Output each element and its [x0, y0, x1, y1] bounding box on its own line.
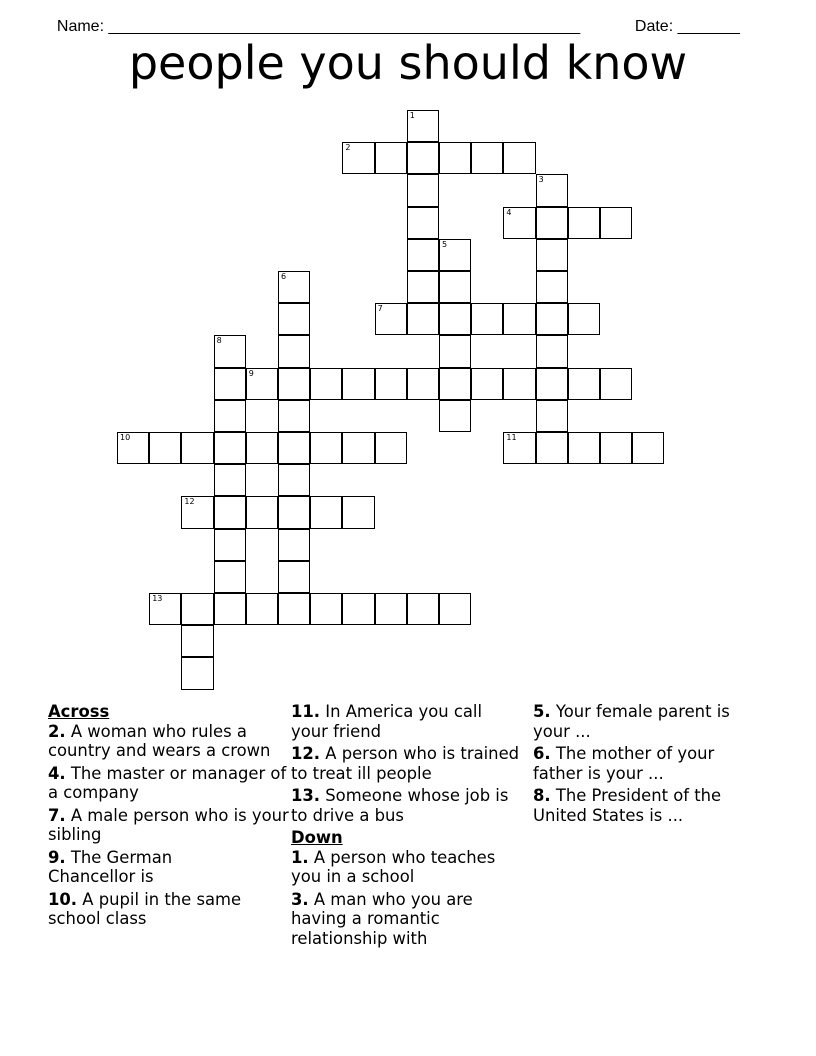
crossword-cell[interactable] — [214, 496, 246, 528]
crossword-cell[interactable] — [310, 593, 342, 625]
clue-across-12: 12. A person who is trained to treat ill people — [291, 744, 520, 783]
crossword-cell[interactable] — [471, 303, 503, 335]
crossword-cell[interactable] — [181, 593, 213, 625]
crossword-cell[interactable] — [503, 368, 535, 400]
crossword-cell[interactable] — [310, 496, 342, 528]
crossword-cell[interactable] — [278, 400, 310, 432]
name-field[interactable] — [48, 0, 580, 36]
crossword-cell[interactable] — [310, 368, 342, 400]
crossword-cell[interactable] — [536, 335, 568, 367]
crossword-cell[interactable] — [278, 303, 310, 335]
crossword-cell[interactable] — [246, 368, 278, 400]
crossword-cell[interactable] — [407, 110, 439, 142]
crossword-cell[interactable] — [536, 368, 568, 400]
clue-down-5: 5. Your female parent is your ... — [533, 702, 730, 741]
crossword-cell[interactable] — [439, 400, 471, 432]
crossword-cell[interactable] — [375, 593, 407, 625]
crossword-cell[interactable] — [214, 593, 246, 625]
crossword-cell[interactable] — [568, 432, 600, 464]
crossword-cell[interactable] — [407, 303, 439, 335]
crossword-cell[interactable] — [278, 335, 310, 367]
crossword-cell[interactable] — [536, 239, 568, 271]
page-title: people you should know — [128, 36, 688, 90]
crossword-cell[interactable] — [471, 368, 503, 400]
clue-across-10: 10. A pupil in the same school class — [48, 889, 242, 928]
crossword-cell[interactable] — [407, 174, 439, 206]
name-line[interactable]: _____________________________________________________ — [108, 18, 581, 35]
crossword-cell[interactable] — [503, 303, 535, 335]
crossword-cell[interactable] — [342, 496, 374, 528]
crossword-cell[interactable] — [214, 432, 246, 464]
crossword-cell[interactable] — [439, 593, 471, 625]
crossword-cell[interactable] — [600, 368, 632, 400]
crossword-cell[interactable] — [568, 368, 600, 400]
crossword-cell[interactable] — [278, 271, 310, 303]
crossword-cell[interactable] — [632, 432, 664, 464]
crossword-cell[interactable] — [536, 271, 568, 303]
crossword-cell[interactable] — [310, 432, 342, 464]
clues-column-3 — [533, 702, 778, 828]
crossword-cell[interactable] — [181, 432, 213, 464]
clue-down-3: 3. A man who you are having a romantic relationship with — [291, 889, 473, 948]
crossword-cell[interactable] — [149, 432, 181, 464]
clue-number: 3 — [538, 175, 544, 185]
clues-column-1 — [48, 702, 293, 932]
crossword-cell[interactable] — [214, 400, 246, 432]
clue-number: 1 — [409, 111, 415, 120]
crossword-cell[interactable] — [568, 303, 600, 335]
crossword-cell[interactable] — [439, 271, 471, 303]
crossword-cell[interactable] — [471, 142, 503, 174]
clue-across-7: 7. A male person who is your sibling — [48, 805, 289, 844]
across-heading: Across — [48, 702, 110, 721]
crossword-cell[interactable] — [278, 368, 310, 400]
crossword-cell[interactable] — [407, 239, 439, 271]
crossword-cell[interactable] — [568, 207, 600, 239]
date-field[interactable] — [626, 0, 740, 36]
crossword-cell[interactable] — [214, 464, 246, 496]
crossword-cell[interactable] — [214, 561, 246, 593]
clue-down-8: 8. The President of the United States is ... — [533, 786, 722, 825]
crossword-cell[interactable] — [375, 142, 407, 174]
crossword-cell[interactable] — [181, 657, 213, 689]
crossword-cell[interactable] — [439, 335, 471, 367]
crossword-cell[interactable] — [536, 303, 568, 335]
crossword-cell[interactable] — [342, 368, 374, 400]
crossword-cell[interactable] — [439, 142, 471, 174]
clues-column-2 — [291, 702, 536, 951]
clue-down-6: 6. The mother of your father is your ... — [533, 744, 715, 783]
clue-number: 2 — [345, 143, 351, 153]
name-label: Name: — [56, 18, 109, 35]
crossword-cell[interactable] — [278, 432, 310, 464]
clue-down-1: 1. A person who teaches you in a school — [291, 847, 496, 886]
crossword-cell[interactable] — [536, 400, 568, 432]
crossword-cell[interactable] — [536, 432, 568, 464]
clue-number: 8 — [216, 336, 222, 346]
crossword-cell[interactable] — [342, 142, 374, 174]
crossword-cell[interactable] — [503, 432, 535, 464]
clue-across-2: 2. A woman who rules a country and wears a crown — [48, 721, 271, 760]
crossword-cell[interactable] — [181, 625, 213, 657]
crossword-cell[interactable] — [342, 432, 374, 464]
crossword-cell[interactable] — [439, 303, 471, 335]
crossword-cell[interactable] — [503, 142, 535, 174]
crossword-cell[interactable] — [278, 496, 310, 528]
clue-number: 9 — [248, 368, 254, 378]
clue-number: 6 — [281, 272, 287, 281]
crossword-cell[interactable] — [246, 496, 278, 528]
crossword-cell[interactable] — [439, 239, 471, 271]
crossword-cell[interactable] — [278, 529, 310, 561]
down-heading: Down — [291, 828, 343, 847]
clue-number: 13 — [152, 594, 163, 603]
clue-number: 4 — [506, 207, 512, 217]
clue-across-13: 13. Someone whose job is to drive a bus — [291, 786, 509, 825]
crossword-cell[interactable] — [503, 207, 535, 239]
crossword-cell[interactable] — [278, 593, 310, 625]
clue-number: 10 — [120, 433, 131, 442]
crossword-cell[interactable] — [149, 593, 181, 625]
clue-number: 7 — [377, 304, 383, 314]
crossword-cell[interactable] — [407, 368, 439, 400]
crossword-cell[interactable] — [375, 368, 407, 400]
crossword-cell[interactable] — [375, 432, 407, 464]
crossword-cell[interactable] — [117, 432, 149, 464]
crossword-cell[interactable] — [278, 464, 310, 496]
crossword-cell[interactable] — [600, 432, 632, 464]
clue-across-11: 11. In America you call your friend — [291, 702, 483, 741]
date-label: Date: — [634, 18, 678, 35]
crossword-cell[interactable] — [407, 207, 439, 239]
date-line[interactable]: _______ — [677, 18, 740, 35]
crossword-cell[interactable] — [278, 561, 310, 593]
crossword-cell[interactable] — [342, 593, 374, 625]
crossword-cell[interactable] — [246, 593, 278, 625]
clue-number: 12 — [184, 497, 195, 507]
crossword-cell[interactable] — [246, 432, 278, 464]
crossword-cell[interactable] — [600, 207, 632, 239]
crossword-cell[interactable] — [536, 174, 568, 206]
crossword-cell[interactable] — [375, 303, 407, 335]
crossword-cell[interactable] — [214, 335, 246, 367]
crossword-cell[interactable] — [214, 529, 246, 561]
clue-number: 5 — [442, 239, 448, 249]
clue-across-9: 9. The German Chancellor is — [48, 847, 173, 886]
clue-number: 11 — [506, 433, 517, 442]
crossword-cell[interactable] — [181, 496, 213, 528]
crossword-cell[interactable] — [536, 207, 568, 239]
clue-across-4: 4. The master or manager of a company — [48, 763, 287, 802]
crossword-cell[interactable] — [214, 368, 246, 400]
crossword-cell[interactable] — [407, 593, 439, 625]
crossword-cell[interactable] — [407, 271, 439, 303]
crossword-cell[interactable] — [407, 142, 439, 174]
crossword-cell[interactable] — [439, 368, 471, 400]
